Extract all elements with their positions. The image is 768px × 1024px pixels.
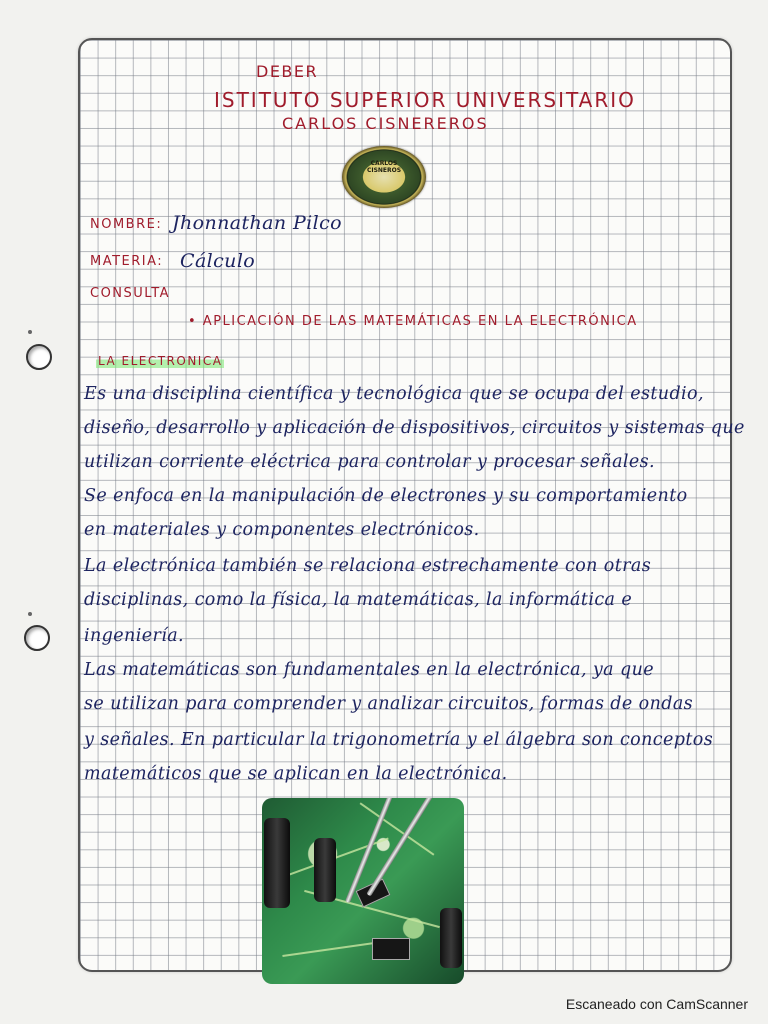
smd-chip: [372, 938, 410, 960]
pcb-trace: [282, 941, 381, 957]
seal-text: CARLOS CISNEROS: [366, 160, 402, 174]
consulta-label: CONSULTA: [90, 286, 171, 301]
institute-name: ISTITUTO SUPERIOR UNIVERSITARIO: [214, 88, 636, 112]
materia-value: Cálculo: [180, 250, 256, 272]
capacitor: [314, 838, 336, 902]
materia-label: MATERIA:: [90, 254, 164, 269]
doc-title-deber: DEBER: [256, 62, 319, 81]
body-line: diseño, desarrollo y aplicación de dispositivos, circuitos y sistemas que: [84, 418, 745, 438]
body-line: en materiales y componentes electrónicos.: [84, 520, 480, 540]
binder-hole-bottom: [24, 625, 50, 651]
body-line: se utilizan para comprender y analizar circuitos, formas de ondas: [84, 694, 694, 714]
capacitor: [264, 818, 290, 908]
body-line: ingeniería.: [84, 626, 185, 646]
circuit-board-photo: [262, 798, 464, 984]
topic-heading: • APLICACIÓN DE LAS MATEMÁTICAS EN LA ELECTRÓNICA: [188, 314, 638, 329]
body-line: matemáticos que se aplican en la electrónica.: [84, 764, 508, 784]
body-line: utilizan corriente eléctrica para controlar y procesar señales.: [84, 452, 656, 472]
nombre-value: Jhonnathan Pilco: [172, 212, 342, 234]
section-title: LA ELECTRONICA: [98, 354, 223, 368]
body-line: Se enfoca en la manipulación de electrones y su comportamiento: [84, 486, 688, 506]
camscanner-watermark: Escaneado con CamScanner: [565, 996, 748, 1012]
paper-mark: [28, 612, 32, 616]
body-line: Las matemáticas son fundamentales en la electrónica, ya que: [84, 660, 655, 680]
body-line: y señales. En particular la trigonometría y el álgebra son conceptos: [84, 730, 714, 750]
capacitor: [440, 908, 462, 968]
binder-hole-top: [26, 344, 52, 370]
nombre-label: NOMBRE:: [90, 217, 163, 232]
body-line: disciplinas, como la física, la matemáticas, la informática e: [84, 590, 633, 610]
body-line: Es una disciplina científica y tecnológica que se ocupa del estudio,: [84, 384, 704, 404]
institution-seal-logo: [342, 146, 426, 208]
paper-mark: [28, 330, 32, 334]
institute-subname: CARLOS CISNEREROS: [282, 114, 489, 133]
body-line: La electrónica también se relaciona estrechamente con otras: [84, 556, 652, 576]
